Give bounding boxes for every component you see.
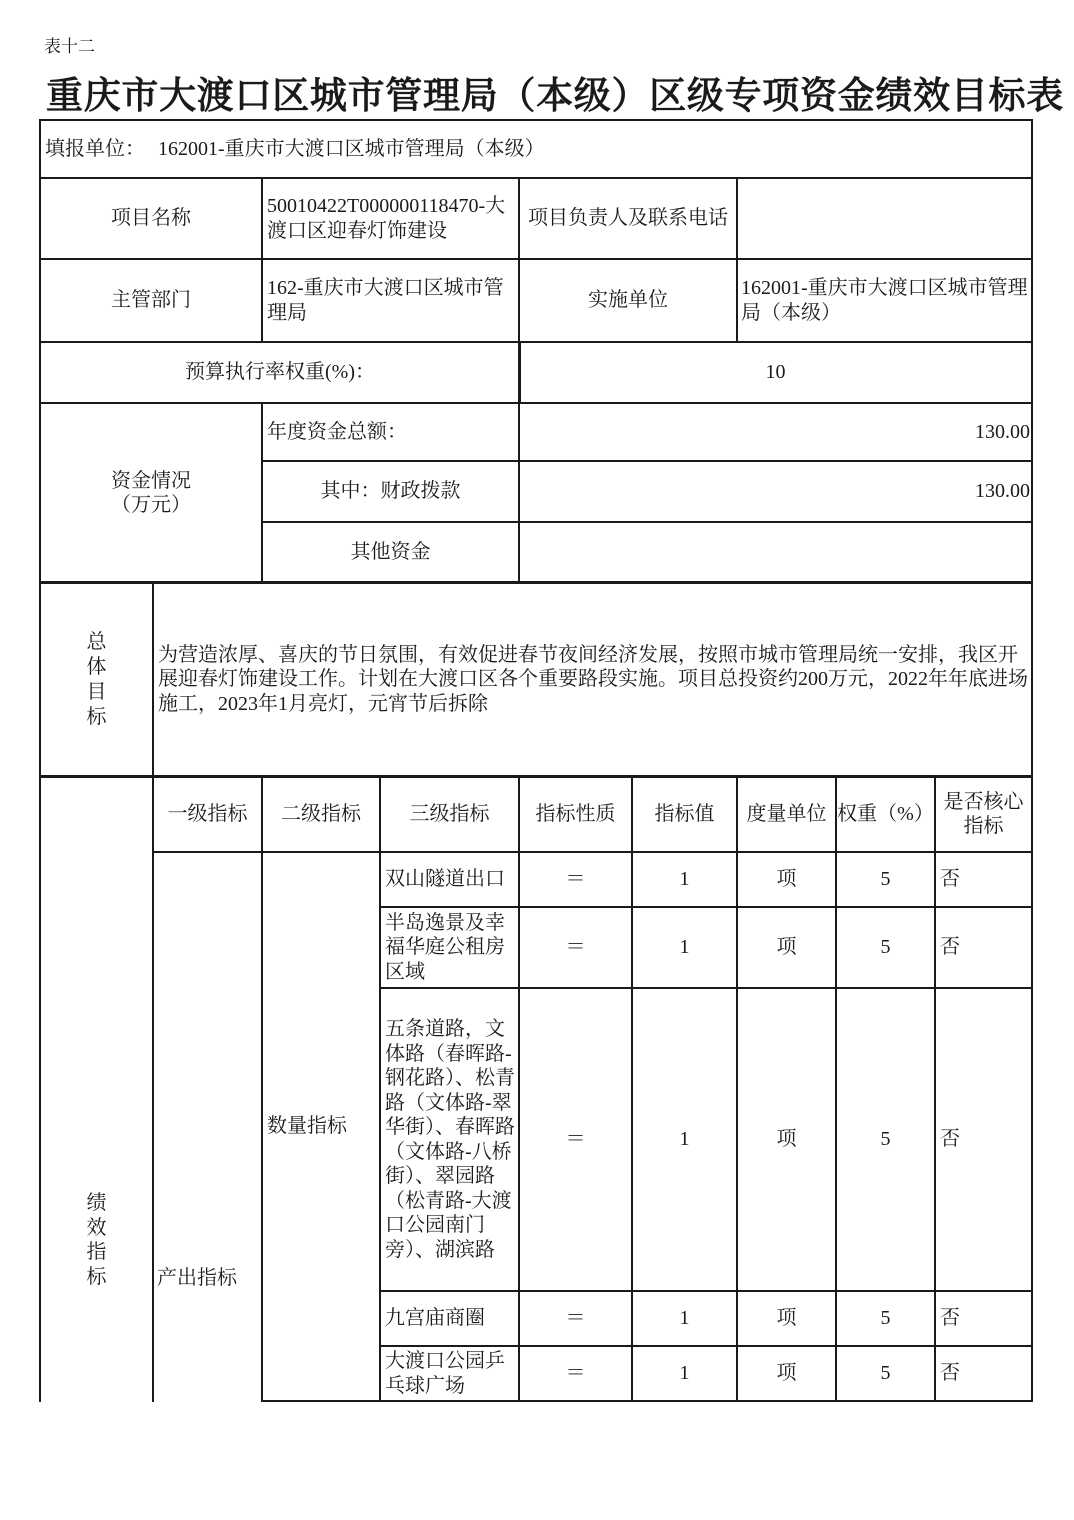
table-row-nature — [518, 851, 633, 908]
funds-label: 资金情况 — [111, 469, 191, 492]
table-row-value — [631, 851, 738, 908]
table-row-level3 — [379, 1290, 520, 1347]
col-header-level3 — [379, 775, 520, 853]
project-name-value-cell — [261, 177, 520, 260]
level1-cell — [152, 851, 263, 1402]
objective-text-cell — [152, 581, 1033, 778]
annual-total-value-cell — [518, 402, 1033, 462]
budget-weight-value-cell — [518, 341, 1033, 404]
unit-text: 项 — [776, 868, 797, 891]
table-row-nature — [518, 987, 633, 1292]
col-header-label: 是否核心指标 — [943, 790, 1024, 837]
impl-label-cell — [518, 258, 738, 343]
fiscal-label: 其中：财政拨款 — [320, 480, 461, 503]
core-text: 否 — [940, 936, 960, 959]
level3-text: 双山隧道出口 — [385, 868, 505, 891]
col-header-label: 二级指标 — [281, 802, 361, 825]
level2-cell — [261, 851, 381, 1402]
contact-label-cell — [518, 177, 738, 260]
annual-total-label: 年度资金总额： — [267, 420, 407, 443]
table-row-unit — [736, 1345, 837, 1402]
table-row-weight — [835, 1345, 936, 1402]
table-row-core — [934, 987, 1033, 1292]
core-text: 否 — [940, 1128, 960, 1151]
table-row-weight — [835, 906, 936, 989]
objective-text: 为营造浓厚、喜庆的节日氛围，有效促进春节夜间经济发展，按照市城市管理局统一安排，我区开展迎春灯饰建设工作。计划在大渡口区各个重要路段实施。项目总投资约200万元，2022年年底进场施工，2023年1月亮灯，元宵节后拆除 — [158, 643, 1028, 715]
table-row-unit — [736, 987, 837, 1292]
weight-text: 5 — [880, 936, 891, 959]
value-text: 1 — [679, 1362, 690, 1385]
dept-value: 162-重庆市大渡口区城市管理局 — [267, 277, 504, 324]
page-title: 重庆市大渡口区城市管理局（本级）区级专项资金绩效目标表 — [46, 76, 1064, 117]
table-row-level3 — [379, 987, 520, 1292]
table-row-value — [631, 1345, 738, 1402]
contact-value-cell — [736, 177, 1033, 260]
value-text: 1 — [679, 1307, 690, 1330]
col-header-core — [934, 775, 1033, 853]
nature-text: ＝ — [565, 1307, 586, 1330]
budget-weight-value: 10 — [765, 361, 786, 384]
core-text: 否 — [940, 868, 960, 891]
perf-label-cell — [39, 775, 154, 1402]
fiscal-value: 130.00 — [975, 480, 1030, 503]
col-header-nature — [518, 775, 633, 853]
table-row-nature — [518, 1345, 633, 1402]
fill-unit-value: 162001-重庆市大渡口区城市管理局（本级） — [158, 137, 545, 160]
col-header-level2 — [261, 775, 381, 853]
core-text: 否 — [940, 1362, 960, 1385]
funds-label-cell — [39, 402, 263, 584]
unit-text: 项 — [776, 1128, 797, 1151]
col-header-label: 权重（%） — [837, 802, 934, 825]
fill-unit-label: 填报单位： — [45, 137, 145, 160]
unit-text: 项 — [776, 936, 797, 959]
level3-text: 半岛逸景及幸福华庭公租房区域 — [385, 911, 505, 983]
col-header-label: 度量单位 — [746, 802, 827, 825]
project-name-value: 50010422T000000118470-大渡口区迎春灯饰建设 — [267, 195, 506, 242]
perf-label: 绩效指标 — [86, 1192, 107, 1288]
table-row-core — [934, 1290, 1033, 1347]
budget-weight-label: 预算执行率权重(%)： — [185, 361, 375, 384]
table-row-level3 — [379, 851, 520, 908]
table-row-value — [631, 906, 738, 989]
funds-unit: （万元） — [111, 494, 191, 516]
nature-text: ＝ — [565, 1362, 586, 1385]
col-header-value — [631, 775, 738, 853]
impl-label: 实施单位 — [588, 289, 668, 312]
table-number: 表十二 — [44, 37, 95, 56]
fiscal-value-cell — [518, 460, 1033, 523]
col-header-label: 三级指标 — [409, 802, 490, 825]
dept-label-cell — [39, 258, 263, 343]
other-funds-label: 其他资金 — [350, 541, 431, 564]
table-row-weight — [835, 1290, 936, 1347]
fiscal-label-cell — [261, 460, 520, 523]
objective-label: 总体目标 — [86, 630, 107, 728]
impl-value: 162001-重庆市大渡口区城市管理局（本级） — [741, 277, 1028, 324]
budget-weight-label-cell — [39, 341, 521, 404]
dept-label: 主管部门 — [111, 289, 191, 312]
level2-label: 数量指标 — [267, 1115, 347, 1138]
fill-unit-row — [39, 119, 1033, 179]
nature-text: ＝ — [565, 868, 586, 891]
table-row-value — [631, 987, 738, 1292]
level1-label: 产出指标 — [157, 1267, 237, 1289]
annual-total-label-cell — [261, 402, 520, 462]
table-row-level3 — [379, 1345, 520, 1402]
level3-text: 五条道路，文体路（春晖路-钢花路）、松青路（文体路-翠华街）、春晖路（文体路-八桥街）、翠园路（松青路-大渡口公园南门旁）、湖滨路 — [385, 1018, 515, 1261]
table-row-unit — [736, 851, 837, 908]
unit-text: 项 — [776, 1362, 797, 1385]
table-row-level3 — [379, 906, 520, 989]
value-text: 1 — [679, 936, 690, 959]
table-row-nature — [518, 906, 633, 989]
table-row-nature — [518, 1290, 633, 1347]
col-header-weight — [835, 775, 936, 853]
project-name-label: 项目名称 — [111, 207, 191, 230]
level3-text: 大渡口公园乒乓球广场 — [385, 1350, 505, 1397]
table-row-unit — [736, 906, 837, 989]
other-funds-label-cell — [261, 521, 520, 584]
nature-text: ＝ — [565, 936, 586, 959]
table-row-core — [934, 1345, 1033, 1402]
value-text: 1 — [679, 1128, 690, 1151]
value-text: 1 — [679, 868, 690, 891]
col-header-label: 指标性质 — [535, 802, 616, 825]
weight-text: 5 — [880, 1307, 891, 1330]
table-row-weight — [835, 851, 936, 908]
dept-value-cell — [261, 258, 520, 343]
weight-text: 5 — [880, 1362, 891, 1385]
col-header-label: 指标值 — [654, 802, 715, 825]
weight-text: 5 — [880, 1128, 891, 1151]
core-text: 否 — [940, 1307, 960, 1330]
table-row-weight — [835, 987, 936, 1292]
table-row-unit — [736, 1290, 837, 1347]
col-header-label: 一级指标 — [167, 802, 248, 825]
contact-label: 项目负责人及联系电话 — [528, 207, 728, 230]
col-header-level1 — [152, 775, 263, 853]
table-row-core — [934, 851, 1033, 908]
other-funds-value-cell — [518, 521, 1033, 584]
annual-total-value: 130.00 — [975, 420, 1030, 443]
col-header-unit — [736, 775, 837, 853]
nature-text: ＝ — [565, 1128, 586, 1151]
impl-value-cell — [736, 258, 1033, 343]
objective-label-cell — [39, 581, 154, 778]
unit-text: 项 — [776, 1307, 797, 1330]
level3-text: 九宫庙商圈 — [385, 1307, 485, 1330]
weight-text: 5 — [880, 868, 891, 891]
project-name-label-cell — [39, 177, 263, 260]
table-row-value — [631, 1290, 738, 1347]
table-row-core — [934, 906, 1033, 989]
